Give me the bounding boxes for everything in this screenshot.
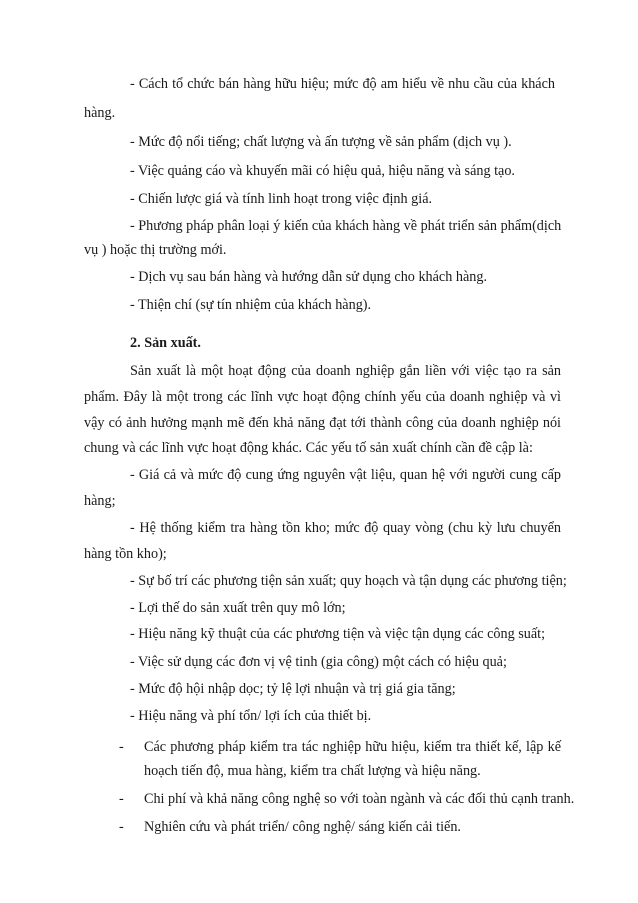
list-item: - Dịch vụ sau bán hàng và hướng dẫn sử dụng cho khách hàng. xyxy=(130,269,487,285)
bullet-dash: - xyxy=(119,739,124,755)
bullet-dash: - xyxy=(119,791,124,807)
list-item-line: - Hệ thống kiểm tra hàng tồn kho; mức độ quay vòng (chu kỳ lưu chuyển xyxy=(130,520,561,536)
list-item: - Sự bố trí các phương tiện sản xuất; quy hoạch và tận dụng các phương tiện; xyxy=(130,573,567,589)
list-item: - Chiến lược giá và tính linh hoạt trong việc định giá. xyxy=(130,191,433,207)
list-item-line: hàng tồn kho); xyxy=(84,546,167,562)
bullet-item: Nghiên cứu và phát triển/ công nghệ/ sáng kiến cải tiến. xyxy=(144,819,461,835)
paragraph-line: vậy có ảnh hưởng mạnh mẽ đến khả năng đạt tới thành công của doanh nghiệp nói xyxy=(84,415,561,431)
list-item-line: vụ ) hoặc thị trường mới. xyxy=(84,242,227,258)
bullet-item-line: hoạch tiến độ, mua hàng, kiểm tra chất lượng và hiệu năng. xyxy=(144,763,481,779)
bullet-item: Chi phí và khả năng công nghệ so với toàn ngành và các đối thủ cạnh tranh. xyxy=(144,791,575,807)
list-item: - Mức độ nổi tiếng; chất lượng và ấn tượng về sản phẩm (dịch vụ ). xyxy=(130,134,512,150)
paragraph-line: phẩm. Đây là một trong các lĩnh vực hoạt động chính yếu của doanh nghiệp và vì xyxy=(84,389,561,405)
section-heading: 2. Sản xuất. xyxy=(130,335,201,351)
list-item-line: - Phương pháp phân loại ý kiến của khách hàng về phát triển sản phẩm(dịch xyxy=(130,218,562,234)
list-item-line: - Cách tổ chức bán hàng hữu hiệu; mức độ am hiểu về nhu cầu của khách xyxy=(130,76,555,92)
paragraph-line: Sản xuất là một hoạt động của doanh nghiệp gắn liền với việc tạo ra sản xyxy=(130,363,561,379)
list-item-line: hàng. xyxy=(84,105,116,121)
list-item: - Hiệu năng và phí tổn/ lợi ích của thiết bị. xyxy=(130,708,372,724)
bullet-item-line: Các phương pháp kiểm tra tác nghiệp hữu hiệu, kiểm tra thiết kế, lập kế xyxy=(144,739,561,755)
list-item: - Mức độ hội nhập dọc; tỷ lệ lợi nhuận và trị giá gia tăng; xyxy=(130,681,456,697)
list-item: - Việc sử dụng các đơn vị vệ tinh (gia công) một cách có hiệu quả; xyxy=(130,654,507,670)
list-item: - Lợi thế do sản xuất trên quy mô lớn; xyxy=(130,600,346,616)
list-item: - Hiệu năng kỹ thuật của các phương tiện và việc tận dụng các công suất; xyxy=(130,626,546,642)
bullet-dash: - xyxy=(119,819,124,835)
list-item: - Việc quảng cáo và khuyến mãi có hiệu quả, hiệu năng và sáng tạo. xyxy=(130,163,515,179)
list-item-line: hàng; xyxy=(84,493,116,509)
list-item-line: - Giá cả và mức độ cung ứng nguyên vật liệu, quan hệ với người cung cấp xyxy=(130,467,561,483)
list-item: - Thiện chí (sự tín nhiệm của khách hàng). xyxy=(130,297,372,313)
paragraph-line: chung và các lĩnh vực hoạt động khác. Các yếu tố sản xuất chính cần đề cập là: xyxy=(84,440,533,456)
